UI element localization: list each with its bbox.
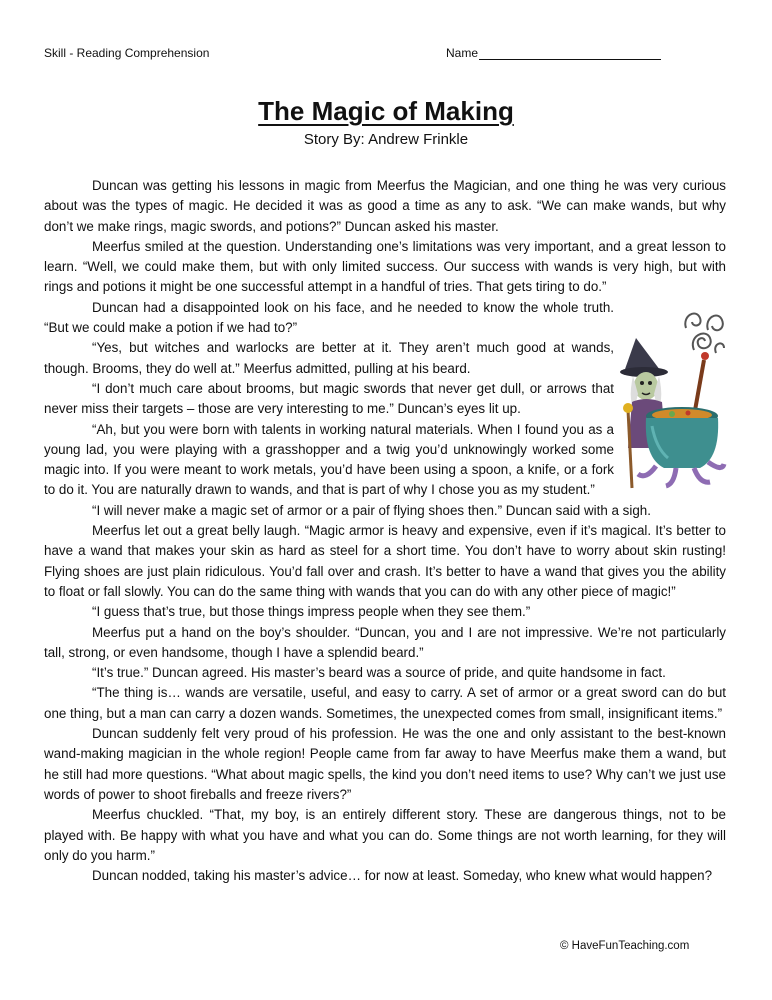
story-paragraph: “Ah, but you were born with talents in working natural materials. When I found you as a young lad, you were playing with a grasshopper and a twig you’d unknowingly worked some magic into. If you were meant to work metals, you’d have been using a spoon, a knife, or a fork to do it. You are naturally drawn to wands, and that is part of why I chose you as my student.” bbox=[44, 421, 614, 498]
story-paragraph: Duncan had a disappointed look on his face, and he needed to know the whole truth. “But we could make a potion if we had to?” bbox=[44, 299, 614, 336]
name-blank-line[interactable] bbox=[479, 47, 661, 60]
story-paragraph: “It’s true.” Duncan agreed. His master’s beard was a source of pride, and quite handsome in fact. bbox=[92, 665, 666, 681]
story-paragraph: “The thing is… wands are versatile, useful, and easy to carry. A set of armor or a great sword can do but one thing, but a man can carry a dozen wands. Sometimes, the unexpected comes from small, insignificant items.” bbox=[44, 685, 726, 721]
story-paragraph: Meerfus chuckled. “That, my boy, is an entirely different story. These are dangerous things, not to be played with. Be happy with what you have and what you can do. Some things are not worth learning, for they will only do you harm.” bbox=[44, 807, 726, 863]
story-paragraph: Duncan was getting his lessons in magic from Meerfus the Magician, and one thing he was very curious about was the types of magic. He decided it was as good a time as any to ask. “We can make wands, but why don’t we make rings, magic swords, and potions?” Duncan asked his master. bbox=[44, 178, 726, 234]
witch-cauldron-illustration bbox=[616, 298, 728, 490]
name-field bbox=[446, 46, 661, 60]
story-paragraph: Meerfus put a hand on the boy’s shoulder. “Duncan, you and I are not impressive. We’re not particularly tall, strong, or even handsome, though I have a splendid beard.” bbox=[44, 624, 726, 660]
story-body bbox=[44, 176, 726, 886]
story-paragraph: “Yes, but witches and warlocks are better at it. They aren’t much good at wands, though. Brooms, they do well at.” Meerfus admitted, pulling at his beard. bbox=[44, 340, 614, 376]
story-paragraph: Meerfus smiled at the question. Understanding one’s limitations was very important, and a great lesson to learn. “Well, we could make them, but with only limited success. Our success with wands is very high, but with rings and potions it might be one successful attempt in a handful of tries. That gets tiring to do.” bbox=[44, 238, 726, 295]
skill-label: Skill - Reading Comprehension bbox=[44, 46, 210, 60]
name-label: Name bbox=[446, 46, 479, 60]
story-paragraph: “I guess that’s true, but those things impress people when they see them.” bbox=[92, 604, 531, 620]
story-paragraph: “I will never make a magic set of armor or a pair of flying shoes then.” Duncan said with a sigh. bbox=[92, 502, 651, 518]
story-paragraph: Duncan nodded, taking his master’s advice… for now at least. Someday, who knew what would happen? bbox=[92, 868, 713, 884]
copyright-footer: © HaveFunTeaching.com bbox=[560, 940, 690, 952]
story-paragraph: “I don’t much care about brooms, but magic swords that never get dull, or arrows that never miss their targets – those are very interesting to me.” Duncan’s eyes lit up. bbox=[44, 380, 614, 417]
story-paragraph: Meerfus let out a great belly laugh. “Magic armor is heavy and expensive, even if it’s magical. It’s better to have a wand that makes your skin as hard as steel for a short time. You don’t have to worry about skin rusting! Flying shoes are just plain ridiculous. You’d fall over and crash. It’s better to have a wand that gives you the ability to float or fall slowly. You can do the same thing with wands that you can do with any other piece of magic!” bbox=[44, 523, 726, 599]
story-byline: Story By: Andrew Frinkle bbox=[303, 131, 469, 148]
page-title: The Magic of Making bbox=[258, 96, 514, 126]
story-paragraph: Duncan suddenly felt very proud of his profession. He was the one and only assistant to the best-known wand-making magician in the whole region! People came from far away to have Meerfus make them a wand, but he still had more questions. “What about magic spells, the kind you don’t need items to use? Why can’t we just use words of power to shoot fireballs and freeze rivers?” bbox=[44, 726, 726, 802]
